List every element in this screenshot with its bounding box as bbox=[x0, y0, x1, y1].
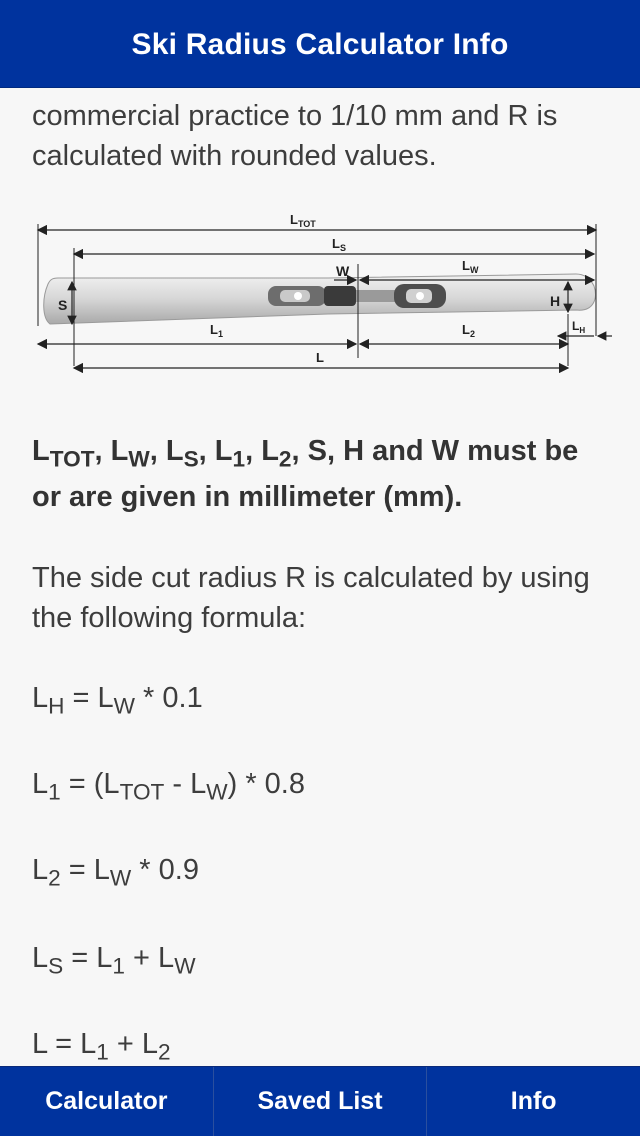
formula-l-2: $L_2 = L_W * 0.9$ bbox=[32, 854, 199, 891]
label-l-h: $L_H$ bbox=[572, 319, 586, 335]
label-l-1: $L_1$ bbox=[210, 322, 223, 339]
tab-info[interactable]: Info bbox=[510, 1087, 557, 1115]
label-s: S bbox=[58, 297, 68, 313]
formula-intro: The side cut radius R is calculated by using the following formula: bbox=[32, 562, 590, 634]
label-h: H bbox=[550, 293, 561, 309]
units-note: $L_{TOT}$, $L_W$, $L_S$, $L_1$, $L_2$, S, H and W must be or are given in millimeter (mm). bbox=[32, 435, 579, 513]
formula-l-h: $L_H = L_W * 0.1$ bbox=[32, 682, 203, 719]
label-l-s: $L_S$ bbox=[332, 236, 346, 253]
formula-l-s: $L_S = L_1 + L_W$ bbox=[32, 942, 196, 979]
page-title: Ski Radius Calculator Info bbox=[131, 27, 509, 61]
intro-text: commercial practice to 1/10 mm and R is calculated with rounded values. bbox=[32, 100, 558, 172]
tab-bar bbox=[0, 1066, 640, 1136]
navigation-bar bbox=[0, 0, 640, 88]
label-l: L bbox=[316, 350, 324, 365]
formula-l: $L = L_1 + L_2$ bbox=[32, 1028, 171, 1065]
formula-l-1: $L_1 = (L_{TOT} - L_W) * 0.8$ bbox=[32, 768, 305, 805]
tab-calculator[interactable]: Calculator bbox=[0, 1067, 214, 1136]
info-scroll-view[interactable] bbox=[0, 88, 640, 1066]
label-w: W bbox=[336, 263, 350, 279]
label-l-w: $L_W$ bbox=[462, 258, 479, 275]
ski-dimensions-diagram bbox=[28, 206, 618, 391]
label-l-2: $L_2$ bbox=[462, 322, 475, 339]
tab-saved-list[interactable]: Saved List bbox=[214, 1067, 428, 1136]
label-l-tot: $L_{TOT}$ bbox=[290, 212, 316, 229]
